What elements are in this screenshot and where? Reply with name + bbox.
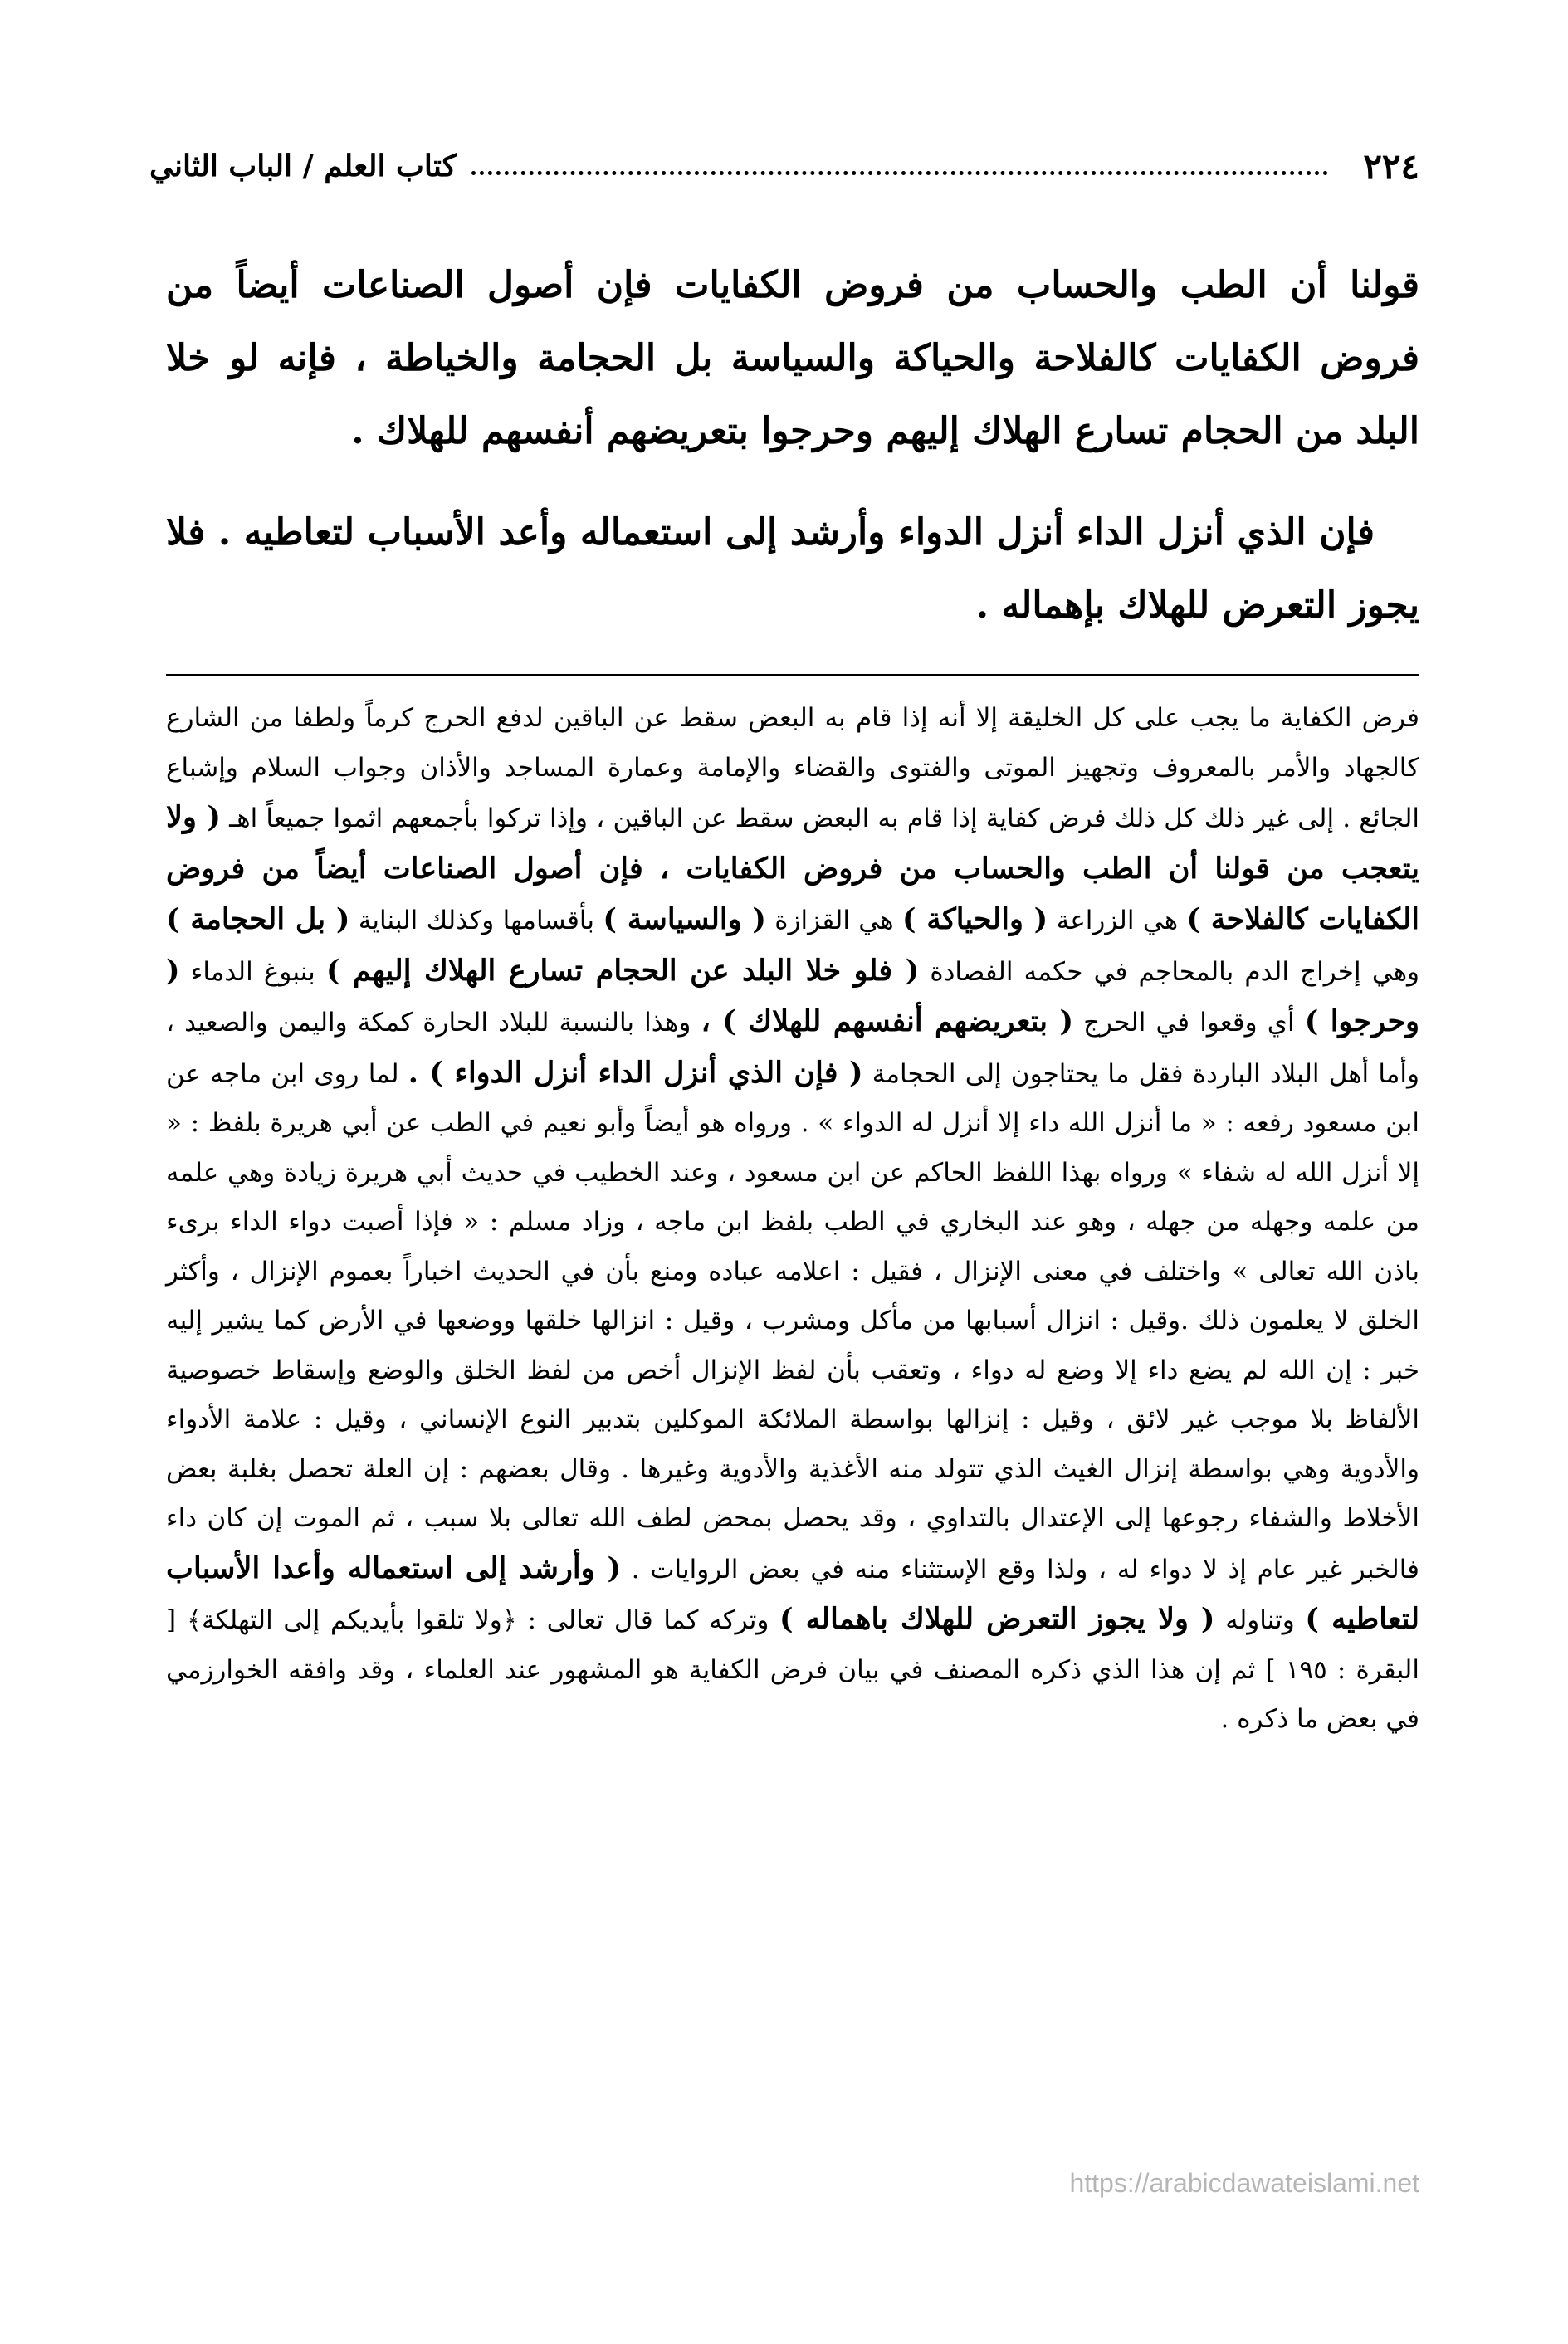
quoted-main-text: ( فلو خلا البلد عن الحجام تسارع الهلاك إليهم ) — [325, 953, 920, 988]
commentary-text — [166, 694, 1419, 1745]
commentary-text-run: وتركه كما قال تعالى : ﴿ولا تلقوا بأيديكم إلى التهلكة﴾ [ البقرة : ١٩٥ ] ثم إن هذا الذي ذكره المصنف في بيان فرض الكفاية هو المشهور عند العلماء ، وقد وافقه الخوارزمي في بعض ما ذكره . — [166, 1605, 1419, 1734]
commentary-text-run: وهذا بالنسبة للبلاد الحارة كمكة واليمن والصعيد ، وأما أهل البلاد الباردة فقل ما يحتاجون إلى الحجامة — [166, 1008, 1419, 1089]
commentary-text-run: وتناوله — [1214, 1605, 1306, 1635]
main-paragraph: قولنا أن الطب والحساب من فروض الكفايات فإن أصول الصناعات أيضاً من فروض الكفايات كالفلاحة والحياكة والسياسة بل الحجامة والخياطة ، فإنه لو خلا البلد من الحجام تسارع الهلاك إليهم وحرجوا بتعريضهم أنفسهم للهلاك . — [166, 264, 1419, 452]
page-header — [149, 141, 1419, 191]
commentary-text-run: بنبوغ الدماء — [179, 956, 326, 987]
running-title: كتاب العلم / الباب الثاني — [149, 149, 457, 183]
commentary-text-run: هي الزراعة — [1048, 906, 1187, 935]
main-text — [166, 249, 1419, 642]
page-number: ٢٢٤ — [1363, 145, 1419, 187]
quoted-main-text: ( ولا يجوز التعرض للهلاك باهماله ) — [779, 1602, 1215, 1636]
commentary-text-run: هي القزازة — [765, 906, 902, 935]
commentary-text-run: لما روى ابن ماجه عن ابن مسعود رفعه : « ما أنزل الله داء إلا أنزل له الدواء » . ورواه هو أيضاً وأبو نعيم في الطب عن أبي هريرة بلفظ : « إلا أنزل الله له شفاء » ورواه بهذا اللفظ الحاكم عن ابن مسعود ، وعند الخطيب في حديث أبي هريرة زيادة وهي علمه من علمه وجهله من جهله ، وهو عند البخاري في الطب بلفظ ابن ماجه ، وزاد مسلم : « فإذا أصبت دواء الداء برىء باذن الله تعالى » واختلف في معنى الإنزال ، فقيل : اعلامه عباده ومنع بأن في الحديث اخباراً بعموم الإنزال ، وأكثر الخلق لا يعلمون ذلك .وقيل : انزال أسبابها من مأكل ومشرب ، وقيل : انزالها خلقها ووضعها في الأرض كما يشير إليه خبر : إن الله لم يضع داء إلا وضع له دواء ، وتعقب بأن لفظ الإنزال أخص من لفظ الخلق والوضع وإسقاط خصوصية الألفاظ بلا موجب غير لائق ، وقيل : إنزالها بواسطة الملائكة الموكلين بتدبير النوع الإنساني ، وقيل : علامة الأدواء والأدوية وهي بواسطة إنزال الغيث الذي تتولد منه الأغذية والأدوية وغيرها . وقال بعضهم : إن العلة تحصل بغلبة بعض الأخلاط والشفاء رجوعها إلى الإعتدال بالتداوي ، وقد يحصل بمحض لطف الله تعالى بلا سبب ، ثم الموت إن كان داء فالخبر غير عام إذ لا دواء له ، ولذا وقع الإستثناء منه في بعض الروايات . — [166, 1058, 1419, 1585]
commentary-text-run: وهي إخراج الدم بالمحاجم في حكمه الفصادة — [919, 956, 1420, 987]
quoted-main-text: ( وأرشد إلى استعماله وأعدا الأسباب لتعاطيه ) — [166, 1550, 1419, 1636]
commentary-text-run: فرض الكفاية ما يجب على كل الخليقة إلا أنه إذا قام به البعض سقط عن الباقين لدفع الحرج كرماً ولطفا من الشارع كالجهاد والأمر بالمعروف وتجهيز الموتى والفتوى والقضاء والإمامة وعمارة المساجد والأذان وجواب السلام وإشباع الجائع . إلى غير ذلك كل ذلك فرض كفاية إذا قام به البعض سقط عن الباقين ، وإذا تركوا بأجمعهم اثموا جميعاً اهـ — [166, 703, 1419, 833]
quoted-main-text: ( ولا يتعجب من قولنا أن الطب والحساب من فروض الكفايات ، فإن أصول الصناعات أيضاً من فروض الكفايات كالفلاحة ) — [166, 800, 1419, 936]
quoted-main-text: ( والسياسة ) — [603, 902, 766, 936]
quoted-main-text: ( فإن الذي أنزل الداء أنزل الدواء ) . — [408, 1055, 863, 1090]
commentary-text-run: أي وقعوا في الحرج — [1073, 1008, 1305, 1038]
header-dotted-leader — [471, 171, 1328, 175]
quoted-main-text: ( بتعريضهم أنفسهم للهلاك ) ، — [701, 1004, 1074, 1038]
watermark-url: https://arabicdawateislami.net — [1069, 2168, 1419, 2198]
main-paragraph: فإن الذي أنزل الداء أنزل الدواء وأرشد إلى استعماله وأعد الأسباب لتعاطيه . فلا يجوز التعرض للهلاك بإهماله . — [166, 511, 1419, 627]
quoted-main-text: ( بل الحجامة ) — [166, 902, 350, 936]
quoted-main-text: ( والحياكة ) — [902, 902, 1048, 936]
commentary-text-run: بأقسامها وكذلك البناية — [349, 906, 603, 935]
quoted-main-text: ( وحرجوا ) — [166, 953, 1419, 1038]
footnote-separator — [166, 674, 1419, 676]
